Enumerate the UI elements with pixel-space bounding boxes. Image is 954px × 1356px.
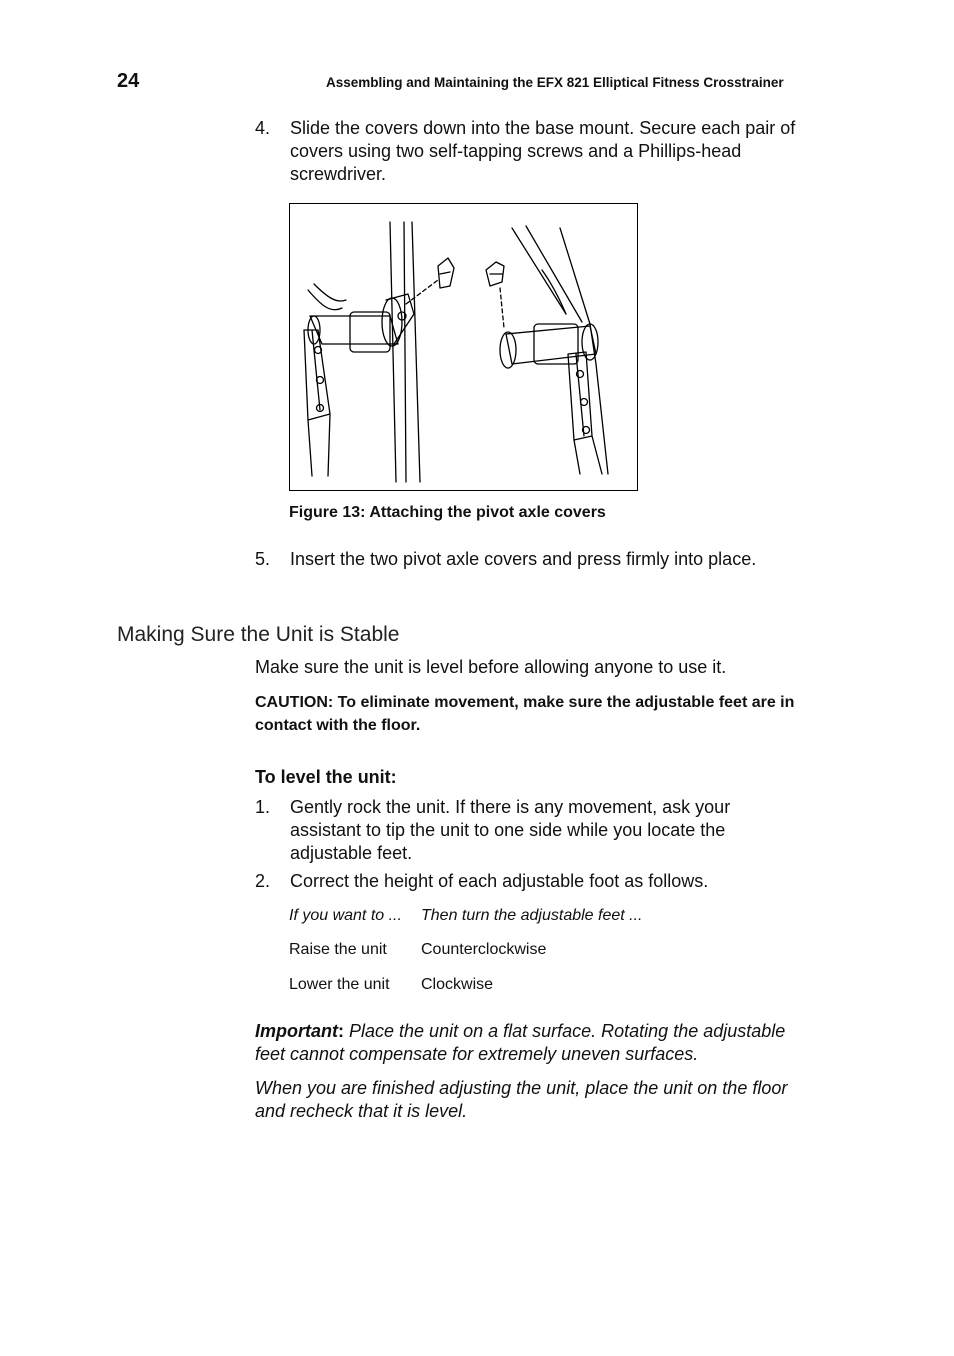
table-header: If you want to ... — [289, 907, 402, 924]
step-4 — [255, 117, 800, 187]
table-cell: Lower the unit — [289, 976, 390, 993]
figure-caption: Figure 13: Attaching the pivot axle covers — [289, 504, 606, 521]
pivot-axle-illustration — [290, 204, 637, 490]
caution-note: CAUTION: To eliminate movement, make sure the adjustable feet are in contact with the floor. — [255, 694, 795, 734]
section-intro: Make sure the unit is level before allowing anyone to use it. — [255, 657, 727, 677]
important-colon: : — [338, 1021, 344, 1041]
step-5 — [255, 548, 800, 596]
running-header: Assembling and Maintaining the EFX 821 Elliptical Fitness Crosstrainer — [326, 75, 784, 90]
table-cell: Raise the unit — [289, 941, 387, 958]
page-number: 24 — [117, 70, 140, 92]
step-number: 4. — [255, 118, 271, 138]
closing-note: When you are finished adjusting the unit, place the unit on the floor and recheck that it is level. — [255, 1078, 788, 1121]
step-text: Insert the two pivot axle covers and press firmly into place. — [290, 549, 757, 569]
important-note — [255, 1020, 800, 1066]
table-cell: Counterclockwise — [421, 941, 547, 958]
procedure-title: To level the unit: — [255, 767, 397, 787]
step-number: 1. — [255, 797, 271, 817]
section-title: Making Sure the Unit is Stable — [117, 623, 400, 646]
important-label: Important — [255, 1021, 338, 1041]
table-header: Then turn the adjustable feet ... — [421, 907, 643, 924]
step-number: 5. — [255, 549, 271, 569]
table-cell: Clockwise — [421, 976, 494, 993]
important-text: Place the unit on a flat surface. Rotating the adjustable feet cannot compensate for extremely uneven surfaces. — [255, 1021, 786, 1064]
step-text: Gently rock the unit. If there is any movement, ask your assistant to tip the unit to one side while you locate the adjustable feet. — [290, 797, 731, 863]
step-text: Slide the covers down into the base mount. Secure each pair of covers using two self-tapping screws and a Phillips-head screwdriver. — [290, 118, 796, 184]
level-step-1 — [255, 796, 800, 866]
level-step-2 — [255, 870, 800, 894]
step-number: 2. — [255, 871, 271, 891]
figure-pivot-axle-covers — [289, 203, 638, 491]
step-text: Correct the height of each adjustable foot as follows. — [290, 871, 709, 891]
